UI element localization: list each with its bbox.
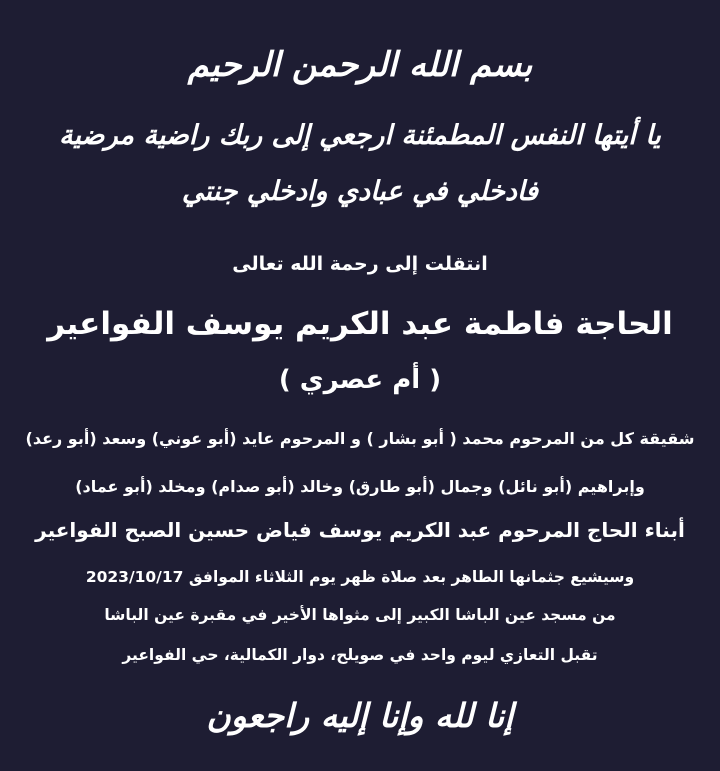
quran-verse-line-1: يا أيتها النفس المطمئنة ارجعي إلى ربك راضية مرضية <box>59 120 661 151</box>
funeral-location-line: من مسجد عين الباشا الكبير إلى مثواها الأخير في مقبرة عين الباشا <box>104 606 616 624</box>
closing-verse-calligraphy: إنا لله وإنا إليه راجعون <box>206 696 514 735</box>
death-announcement: انتقلت إلى رحمة الله تعالى <box>232 253 488 275</box>
basmala-calligraphy: بسم الله الرحمن الرحيم <box>187 45 533 85</box>
deceased-name: الحاجة فاطمة عبد الكريم يوسف الفواعير <box>47 306 673 342</box>
quran-verse-line-2: فادخلي في عبادي وادخلي جنتي <box>181 176 539 207</box>
children-of-line: أبناء الحاج المرحوم عبد الكريم يوسف فياض حسين الصبح الفواعير <box>35 518 685 542</box>
funeral-time-line: وسيشيع جثمانها الطاهر بعد صلاة ظهر يوم الثلاثاء الموافق 2023/10/17 <box>85 568 635 586</box>
condolences-line: تقبل التعازي ليوم واحد في صويلح، دوار الكمالية، حي الفواعير <box>122 646 598 664</box>
siblings-line-2: وإبراهيم (أبو نائل) وجمال (أبو طارق) وخالد (أبو صدام) ومخلد (أبو عماد) <box>75 477 645 496</box>
deceased-kunya: ( أم عصري ) <box>278 365 442 395</box>
siblings-line-1: شقيقة كل من المرحوم محمد ( أبو بشار ) و المرحوم عايد (أبو عوني) وسعد (أبو رعد) <box>25 429 695 448</box>
